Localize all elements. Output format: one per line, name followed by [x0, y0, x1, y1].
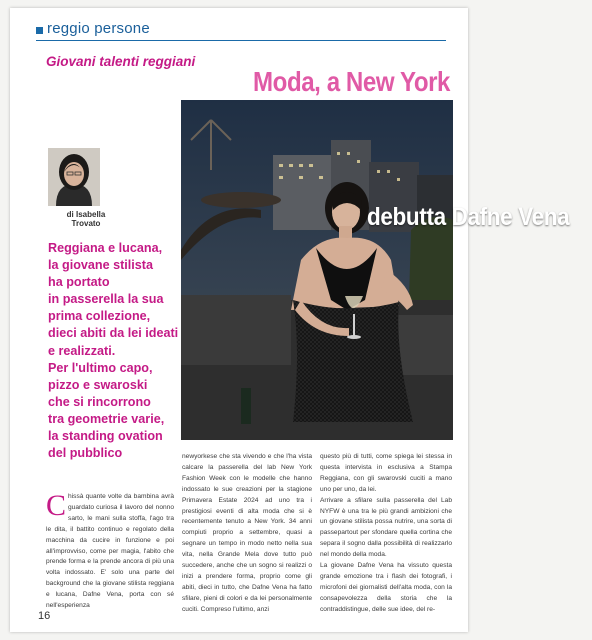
body-column-2: [182, 452, 312, 616]
author-photo: [48, 148, 100, 206]
section-divider: [36, 40, 446, 41]
lead-line: che si rincorrono: [48, 394, 151, 409]
lead-line: dieci abiti da lei ideati: [48, 326, 179, 341]
feature-photo-illustration: [181, 100, 453, 440]
byline-name: Trovato: [71, 219, 101, 228]
body-column-3: [320, 452, 452, 616]
magazine-page: [10, 8, 570, 632]
section-title: reggio persone: [47, 20, 150, 37]
lead-line: ha portato: [48, 275, 110, 290]
body-text: hissà quante volte da bambina avrà guardato curiosa il lavoro del nonno sarto, le mani sulla stoffa, l'ago tra le dita, il battito continuo e regolato della macchina da cucire in funzione e poi all'improvviso, come per magia, l'abito che prende forma e la prende ancora di più una volta indossato. E' solo una parte del background che la giovane stilista reggiana e lucana, Dafne Vena, porta con sé nell'esperienza: [46, 493, 174, 610]
lead-line: Reggiana e lucana,: [48, 241, 163, 255]
lead-line: e realizzati.: [48, 343, 116, 358]
body-text: questo più di tutti, come spiega lei stessa in questa intervista in esclusiva a Stampa Reggiana, con gli swarovski cuciti a mano uno per uno, da lei.: [320, 453, 452, 493]
lead-paragraph: [48, 240, 208, 462]
kicker: Giovani talenti reggiani: [46, 54, 196, 69]
section-marker: [36, 27, 43, 34]
drop-cap: C: [46, 489, 67, 522]
feature-photo: [181, 100, 570, 440]
lead-line: Per l'ultimo capo,: [48, 360, 153, 375]
lead-line: la standing ovation: [48, 429, 163, 444]
lead-line: tra geometrie varie,: [48, 411, 165, 426]
headline-line-2: debutta Dafne Vena: [367, 203, 570, 231]
lead-line: la giovane stilista: [48, 258, 153, 273]
body-text: Arrivare a sfilare sulla passerella del Lab NYFW è una tra le più grandi ambizioni che un giovane stilista possa nutrire, una sorta di passepartout per sfondare quella cortina che separa il sogno dalla possibilità di realizzarlo nel mondo della moda.: [320, 496, 452, 559]
lead-line: pizzo e swaroski: [48, 377, 148, 392]
body-text: La giovane Dafne Vena ha vissuto questa grande emozione tra i flash dei fotografi, i microfoni dei giornalisti dell'alta moda, con la consapevolezza della storia che la contraddistingue, delle sue idee, del re-: [320, 562, 452, 613]
lead-line: prima collezione,: [48, 309, 151, 324]
body-text: newyorkese che sta vivendo e che l'ha vista calcare la passerella del lab New York Fashion Week con le modelle che hanno indossato le sue creazioni per la stagione Primavera Estate 2024 ad uno tra i prestigiosi eventi di alta moda che si è recentemente tenuto a New York. 34 anni compiuti proprio a settembre, quasi a segnare un tempo in modo netto nella sua vita, nella Grande Mela dove tutto può succedere, anche che un sogno si realizzi o inizi a prendere forma, proprio come gli abiti, dieci in tutto, che Dafne Vena ha fatto sfilare, pieni di colori e da lei personalmente cuciti. Compreso l'ultimo, anzi: [182, 453, 312, 613]
lead-line: in passerella la sua: [48, 292, 164, 307]
headline-line-1: Moda, a New York: [253, 66, 450, 97]
lead-line: del pubblico: [48, 446, 123, 461]
page-number: 16: [38, 610, 51, 622]
body-column-1: [46, 489, 174, 612]
byline-prefix: di Isabella: [66, 210, 106, 219]
